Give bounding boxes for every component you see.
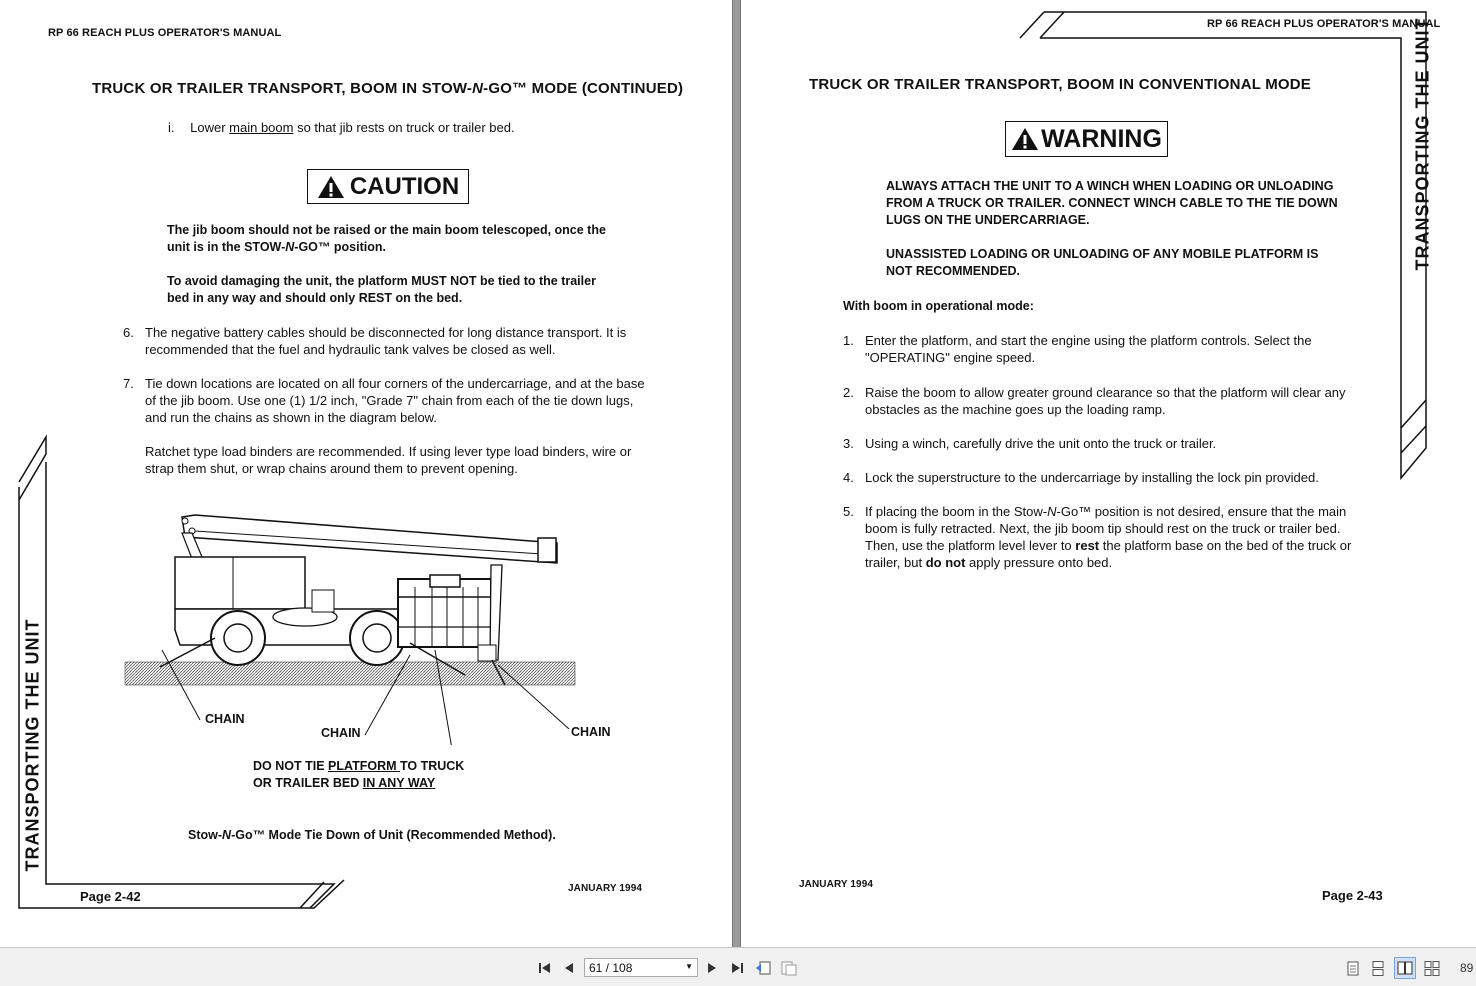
warning-paragraph-1 (886, 178, 1338, 229)
page-number: Page 2-42 (80, 889, 141, 904)
last-page-icon[interactable] (728, 959, 746, 977)
step-line: Enter the platform, and start the engine using the platform controls. Select the (865, 333, 1312, 348)
note-text: TO TRUCK (399, 759, 465, 773)
footer-date: JANUARY 1994 (799, 879, 874, 890)
footer-date: JANUARY 1994 (568, 883, 643, 894)
note-text: OR TRAILER BED (253, 776, 363, 790)
step-number: 1. (843, 333, 854, 348)
step-number: 2. (843, 385, 854, 400)
step-text: Then, use the platform level lever to (865, 538, 1076, 553)
caution-text-part: -GO™ position. (294, 240, 386, 254)
chain-label-3: CHAIN (571, 725, 611, 739)
rear-wheel (350, 611, 404, 665)
main-boom-term: main boom (229, 120, 294, 135)
step-text: If placing the boom in the Stow- (865, 504, 1048, 519)
section-title (92, 80, 683, 97)
caution-label (307, 169, 469, 204)
zoom-level[interactable]: 89 (1460, 961, 1474, 975)
running-header: RP 66 REACH PLUS OPERATOR'S MANUAL (48, 27, 282, 39)
step-bold: rest (1075, 538, 1100, 553)
step-2 (843, 384, 1346, 418)
step-line: Using a winch, carefully drive the unit onto the truck or trailer. (865, 436, 1217, 451)
step-line: "OPERATING" engine speed. (865, 350, 1036, 365)
jib-base (478, 645, 496, 661)
caution-line: To avoid damaging the unit, the platform MUST NOT be tied to the trailer (167, 274, 596, 288)
step-number: 3. (843, 436, 854, 451)
step-bold: do not (925, 555, 966, 570)
paragraph-line: Ratchet type load binders are recommended. If using lever type load binders, wire or (145, 444, 632, 459)
side-tab-label: TRANSPORTING THE UNIT (22, 618, 43, 872)
warning-line: NOT RECOMMENDED. (886, 264, 1021, 278)
caution-line: bed in any way and should only REST on the bed. (167, 291, 463, 305)
step-5 (843, 503, 1351, 571)
previous-view-icon[interactable] (754, 959, 772, 977)
step-text: trailer, but (865, 555, 926, 570)
step-text: the platform base on the bed of the truck or (1099, 538, 1352, 553)
single-page-icon[interactable] (1344, 959, 1362, 977)
step-number: i. (168, 120, 175, 135)
step-italic: N (1047, 504, 1057, 519)
chain-label-2: CHAIN (321, 726, 361, 740)
step-line (865, 537, 1351, 554)
warning-label (1005, 121, 1168, 157)
step-line: boom is fully retracted. Next, the jib boom tip should rest on the truck or trailer bed. (865, 521, 1341, 536)
step-number: 5. (843, 504, 854, 519)
step-number: 6. (123, 325, 134, 340)
running-header: RP 66 REACH PLUS OPERATOR'S MANUAL (1207, 18, 1441, 30)
first-page-icon[interactable] (536, 959, 554, 977)
paragraph-line: strap them shut, or wrap chains around them to prevent opening. (145, 461, 518, 476)
step-number: 4. (843, 470, 854, 485)
warning-line: FROM A TRUCK OR TRAILER. CONNECT WINCH CABLE TO THE TIE DOWN (886, 196, 1338, 210)
section-title-part: -GO™ MODE (CONTINUED) (483, 80, 684, 97)
side-tab-label: TRANSPORTING THE UNIT (1412, 17, 1433, 271)
platform-basket (398, 575, 491, 647)
caution-line: The jib boom should not be raised or the main boom telescoped, once the (167, 223, 606, 237)
note-underlined: PLATFORM (328, 759, 400, 773)
chain-label-1: CHAIN (205, 712, 245, 726)
step-line: recommended that the fuel and hydraulic tank valves be closed as well. (145, 342, 556, 357)
right-page (740, 0, 1476, 947)
caution-italic: N (285, 240, 295, 254)
note-text: DO NOT TIE (253, 759, 328, 773)
step-1 (843, 332, 1312, 366)
section-title: TRUCK OR TRAILER TRANSPORT, BOOM IN CONVENTIONAL MODE (809, 76, 1311, 93)
step-line: Raise the boom to allow greater ground clearance so that the platform will clear any (865, 385, 1346, 400)
warning-paragraph-2 (886, 246, 1318, 280)
step-text: Lower (190, 120, 230, 135)
side-tab-frame (14, 432, 349, 912)
caution-line (167, 239, 606, 256)
caption-text: -Go™ Mode Tie Down of Unit (Recommended Method). (231, 828, 556, 842)
caption-italic: N (222, 828, 232, 842)
caption-text: Stow- (188, 828, 223, 842)
warning-triangle-icon (317, 175, 345, 199)
step-line (865, 554, 1351, 571)
warning-line: LUGS ON THE UNDERCARRIAGE. (886, 213, 1090, 227)
page-number: Page 2-43 (1322, 888, 1383, 903)
step-3 (843, 435, 1216, 452)
warning-line: UNASSISTED LOADING OR UNLOADING OF ANY MOBILE PLATFORM IS (886, 247, 1319, 261)
prev-page-icon[interactable] (560, 959, 578, 977)
step-text: so that jib rests on truck or trailer bed. (293, 120, 515, 135)
step-6 (123, 324, 626, 358)
next-view-icon[interactable] (780, 959, 798, 977)
facing-icon[interactable] (1394, 957, 1416, 979)
chevron-down-icon[interactable]: ▼ (685, 962, 693, 971)
step-line (865, 503, 1351, 520)
step-line: of the jib boom. Use one (1) 1/2 inch, "Grade 7" chain from each of the tie down lugs, (145, 393, 634, 408)
step-4 (843, 469, 1319, 486)
step-number: 7. (123, 376, 134, 391)
step-text: apply pressure onto bed. (965, 555, 1113, 570)
step-text: -Go™ position is not desired, ensure that the main (1056, 504, 1347, 519)
caution-text-part: unit is in the STOW- (167, 240, 286, 254)
continuous-facing-icon[interactable] (1423, 959, 1441, 977)
mode-heading: With boom in operational mode: (843, 299, 1034, 313)
caution-text: CAUTION (349, 172, 460, 200)
warning-triangle-icon (1011, 127, 1039, 151)
warning-text: WARNING (1041, 124, 1162, 153)
step-i (168, 119, 515, 136)
page-number-value: 61 / 108 (589, 961, 633, 975)
section-title-italic: N (472, 80, 484, 97)
caution-paragraph-2 (167, 273, 596, 307)
page-number-input[interactable] (584, 958, 698, 977)
note-underlined: IN ANY WAY (362, 776, 436, 790)
step-line: obstacles as the machine goes up the loading ramp. (865, 402, 1166, 417)
warning-line: ALWAYS ATTACH THE UNIT TO A WINCH WHEN LOADING OR UNLOADING (886, 179, 1334, 193)
step-line: Tie down locations are located on all four corners of the undercarriage, and at the base (145, 376, 645, 391)
step-line: and run the chains as shown in the diagram below. (145, 410, 437, 425)
continuous-icon[interactable] (1369, 959, 1387, 977)
step-line: The negative battery cables should be disconnected for long distance transport. It is (145, 325, 627, 340)
caution-paragraph-1 (167, 222, 606, 256)
next-page-icon[interactable] (703, 959, 721, 977)
step-line: Lock the superstructure to the undercarriage by installing the lock pin provided. (865, 470, 1319, 485)
left-page (0, 0, 733, 947)
section-title-part: TRUCK OR TRAILER TRANSPORT, BOOM IN STOW- (92, 80, 473, 97)
step-7 (123, 375, 645, 426)
